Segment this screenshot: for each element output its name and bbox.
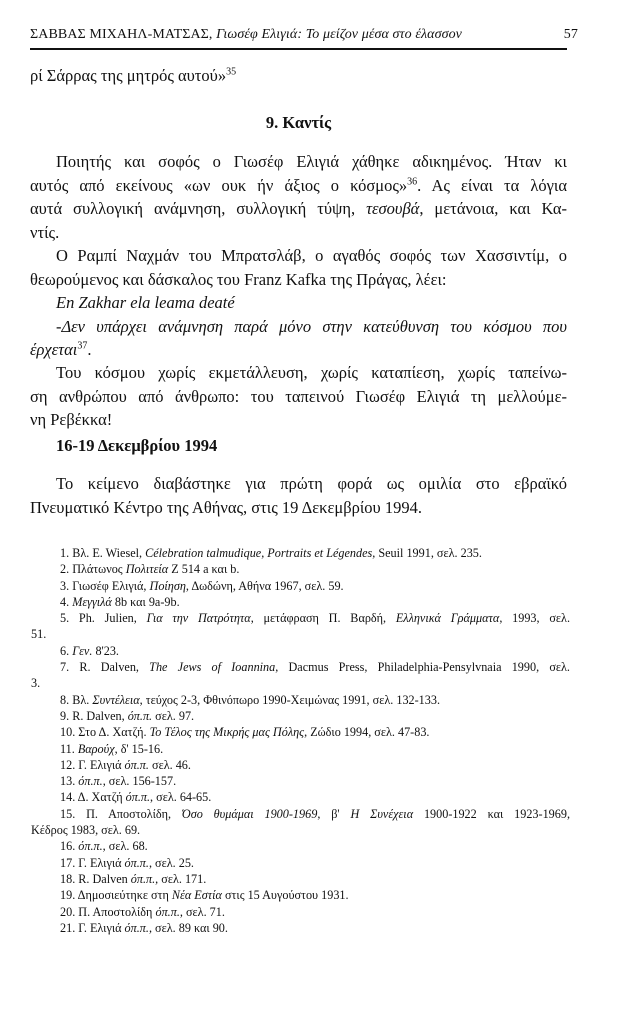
- running-header: [30, 27, 578, 43]
- fn4-a: 4.: [60, 594, 73, 609]
- footnote-4: [60, 594, 570, 610]
- p4-line-1: Το κείμενο διαβάστηκε για πρώτη φορά ως ομιλία στο εβραϊκό: [56, 474, 567, 493]
- fn12-a: 12. Γ. Ελιγιά: [60, 757, 125, 772]
- p2-line-5: έρχεται: [30, 340, 78, 359]
- footnote-18: [60, 871, 570, 887]
- p1-line-2a: αυτός από εκείνους «ων ουκ ήν άξιος ο κόσμος»: [30, 175, 408, 195]
- footnote-2: [60, 561, 570, 577]
- fn15-italic-2: Η Συνέχεια: [350, 806, 414, 821]
- fn20-italic: όπ.π.,: [155, 904, 183, 919]
- fn17-a: 17. Γ. Ελιγιά: [60, 855, 125, 870]
- fn21-italic: όπ.π.,: [124, 920, 152, 935]
- fn6-italic: Γεν.: [72, 643, 93, 658]
- footnote-7: [60, 659, 570, 675]
- p3-line-1: Του κόσμου χωρίς εκμετάλλευση, χωρίς καταπίεση, χωρίς ταπείνω-: [56, 363, 567, 382]
- section-heading-text: 9. Καντίς: [265, 113, 332, 132]
- continuation-line: [30, 64, 542, 88]
- fn13-italic: όπ.π.: [78, 774, 103, 789]
- fn9-b: σελ. 97.: [152, 708, 195, 723]
- fn2-italic: Πολιτεία: [125, 562, 169, 577]
- header-rule: [30, 48, 567, 50]
- fn16-italic: όπ.π.,: [78, 839, 106, 854]
- fn13-a: 13.: [60, 774, 79, 789]
- fn11-b: , δ' 15-16.: [114, 741, 164, 756]
- footnote-8: [60, 692, 570, 708]
- fn14-a: 14. Δ. Χατζή: [60, 790, 126, 805]
- fn19-b: στις 15 Αυγούστου 1931.: [221, 888, 349, 903]
- fn14-italic: όπ.π.: [125, 790, 151, 805]
- fn10-b: , Ζώδιο 1994, σελ. 47-83.: [304, 725, 430, 740]
- fn11-italic: Βαρούχ: [77, 741, 115, 756]
- footnote-6: [60, 643, 570, 659]
- note-ref-37: 37: [77, 340, 88, 352]
- footnote-12: [60, 757, 570, 773]
- fn15-b: , β': [317, 806, 351, 821]
- fn14-b: , σελ. 64-65.: [150, 790, 212, 805]
- date-heading: [56, 434, 568, 458]
- fn4-italic: Μεγγιλά: [72, 594, 112, 609]
- fn11-a: 11.: [60, 741, 78, 756]
- p3-line-3: νη Ρεβέκκα!: [30, 410, 113, 429]
- fn7-cont: 3.: [31, 676, 41, 691]
- fn3-italic: Ποίηση: [149, 578, 186, 593]
- fn6-a: 6.: [60, 643, 73, 658]
- fn9-italic: όπ.π.: [127, 708, 153, 723]
- footnote-7-cont: [31, 675, 570, 691]
- fn19-a: 19. Δημοσιεύτηκε στη: [60, 888, 172, 903]
- p1-line-2b: . Ας είναι τα λόγια: [417, 175, 567, 195]
- fn8-b: τεύχος 2-3, Φθινόπωρο 1990-Χειμώνας 1991, σελ. 132-133.: [142, 692, 441, 707]
- fn5-italic: Για την Πατρότητα: [146, 611, 251, 626]
- p2-line-2: θεωρούμενος και δάσκαλος του Franz Kafka της Πράγας, λέει:: [30, 269, 447, 289]
- fn7-b: , Dacmus Press, Philadelphia-Pensylvnaia 1990, σελ.: [275, 660, 570, 675]
- fn10-a: 10. Στο Δ. Χατζή.: [60, 725, 150, 740]
- paragraph-2: [30, 244, 567, 362]
- fn17-b: , σελ. 25.: [148, 855, 194, 870]
- fn4-b: 8b και 9a-9b.: [111, 594, 180, 609]
- continuation-text: ρί Σάρρας της μητρός αυτού»: [30, 66, 227, 85]
- fn9-a: 9. R. Dalven,: [60, 708, 128, 723]
- fn5-italic-2: Ελληνικά Γράμματα: [395, 611, 500, 626]
- fn21-b: σελ. 89 και 90.: [152, 920, 228, 935]
- footnotes: [31, 545, 570, 936]
- fn21-a: 21. Γ. Ελιγιά: [60, 920, 125, 935]
- header-author: ΣΑΒΒΑΣ ΜΙΧΑΗΛ-ΜΑΤΣΑΣ,: [30, 27, 213, 42]
- footnote-20: [60, 904, 570, 920]
- page-number: 57: [563, 27, 578, 42]
- fn7-italic: The Jews of Ioannina: [149, 660, 276, 675]
- footnote-16: [60, 838, 570, 854]
- paragraph-1: [30, 150, 567, 244]
- p1-line-3-italic: τεσουβά: [366, 199, 420, 218]
- footnote-17: [60, 855, 570, 871]
- fn18-b: σελ. 171.: [158, 871, 207, 886]
- footnote-19: [60, 887, 570, 903]
- fn7-a: 7. R. Dalven,: [60, 660, 150, 675]
- footnote-13: [60, 773, 570, 789]
- footnote-5: [60, 610, 570, 626]
- fn3-b: , Δωδώνη, Αθήνα 1967, σελ. 59.: [185, 578, 344, 593]
- paragraph-4: [30, 472, 567, 519]
- fn2-a: 2. Πλάτωνος: [60, 562, 126, 577]
- footnote-11: [60, 741, 570, 757]
- footnote-21: [60, 920, 570, 936]
- footnote-9: [60, 708, 570, 724]
- fn13-b: , σελ. 156-157.: [102, 774, 177, 789]
- fn2-b: Ζ 514 a και b.: [168, 562, 240, 577]
- fn1-b: Seuil 1991, σελ. 235.: [375, 546, 482, 560]
- paragraph-3: [30, 361, 567, 432]
- fn16-b: σελ. 68.: [105, 839, 148, 854]
- p1-line-3a: αυτά συλλογική ανάμνηση, συλλογική τύψη,: [30, 199, 367, 218]
- fn3-a: 3. Γιωσέφ Ελιγιά,: [60, 578, 150, 593]
- footnote-1: [60, 545, 570, 561]
- footnote-5-cont: [31, 626, 570, 642]
- p4-line-2: Πνευματικό Κέντρο της Αθήνας, στις 19 Δεκεμβρίου 1994.: [30, 497, 422, 517]
- footnote-15: [60, 806, 570, 822]
- footnote-10: [60, 724, 570, 740]
- fn18-a: 18. R. Dalven: [60, 871, 131, 886]
- fn6-b: 8'23.: [92, 643, 119, 658]
- fn15-c: 1900-1922 και 1923-1969,: [413, 806, 570, 821]
- fn1-a: 1. Βλ. E. Wiesel,: [60, 546, 146, 560]
- fn5-cont: 51.: [31, 627, 47, 642]
- fn5-a: 5. Ph. Julien,: [60, 611, 147, 626]
- p1-line-3b: , μετάνοια, και Κα-: [419, 199, 567, 218]
- fn5-c: , 1993, σελ.: [499, 611, 570, 626]
- p2-line-4: -Δεν υπάρχει ανάμνηση παρά μόνο στην κατεύθυνση του κόσμου που: [56, 316, 567, 336]
- footnote-14: [60, 789, 570, 805]
- header-title: Γιωσέφ Ελιγιά: Το μείζον μέσα στο έλασσον: [216, 27, 462, 42]
- fn15-cont: Κέδρος 1983, σελ. 69.: [31, 823, 141, 838]
- p2-line-5-end: .: [87, 340, 92, 359]
- fn5-b: , μετάφραση Π. Βαρδή,: [250, 611, 396, 626]
- p2-line-1: Ο Ραμπί Ναχμάν του Μπρατσλάβ, ο αγαθός σοφός των Χασσιντίμ, ο: [56, 246, 567, 265]
- p1-line-4: ντίς.: [30, 222, 60, 242]
- fn1-italic: Célebration talmudique, Portraits et Légendes,: [145, 546, 376, 560]
- note-ref-35: 35: [226, 66, 237, 78]
- footnote-15-cont: [31, 822, 570, 838]
- footnote-3: [60, 578, 570, 594]
- fn18-italic: όπ.π.,: [130, 871, 159, 886]
- date-heading-text: 16-19 Δεκεμβρίου 1994: [56, 436, 218, 455]
- note-ref-36: 36: [407, 176, 418, 187]
- fn8-a: 8. Βλ.: [60, 692, 93, 707]
- fn15-italic: Όσο θυμάμαι 1900-1969: [181, 806, 318, 821]
- fn8-italic: Συντέλεια,: [92, 692, 143, 707]
- fn20-b: σελ. 71.: [182, 904, 225, 919]
- fn16-a: 16.: [60, 839, 79, 854]
- fn12-italic: όπ.π.: [124, 757, 149, 772]
- fn12-b: σελ. 46.: [148, 757, 191, 772]
- fn19-italic: Νέα Εστία: [171, 888, 222, 903]
- section-heading: [30, 111, 567, 135]
- p2-line-3: En Zakhar ela leama deaté: [56, 293, 235, 312]
- fn15-a: 15. Π. Αποστολίδη,: [60, 806, 182, 821]
- fn10-italic: Το Τέλος της Μικρής μας Πόλης: [149, 725, 305, 740]
- p1-line-1: Ποιητής και σοφός ο Γιωσέφ Ελιγιά χάθηκε αδικημένος. Ήταν κι: [56, 152, 567, 171]
- fn20-a: 20. Π. Αποστολίδη: [60, 904, 156, 919]
- fn17-italic: όπ.π.: [124, 855, 149, 870]
- p3-line-2: ση ανθρώπου από άνθρωπο: του ταπεινού Γιωσέφ Ελιγιά τη μελλούμε-: [30, 386, 567, 406]
